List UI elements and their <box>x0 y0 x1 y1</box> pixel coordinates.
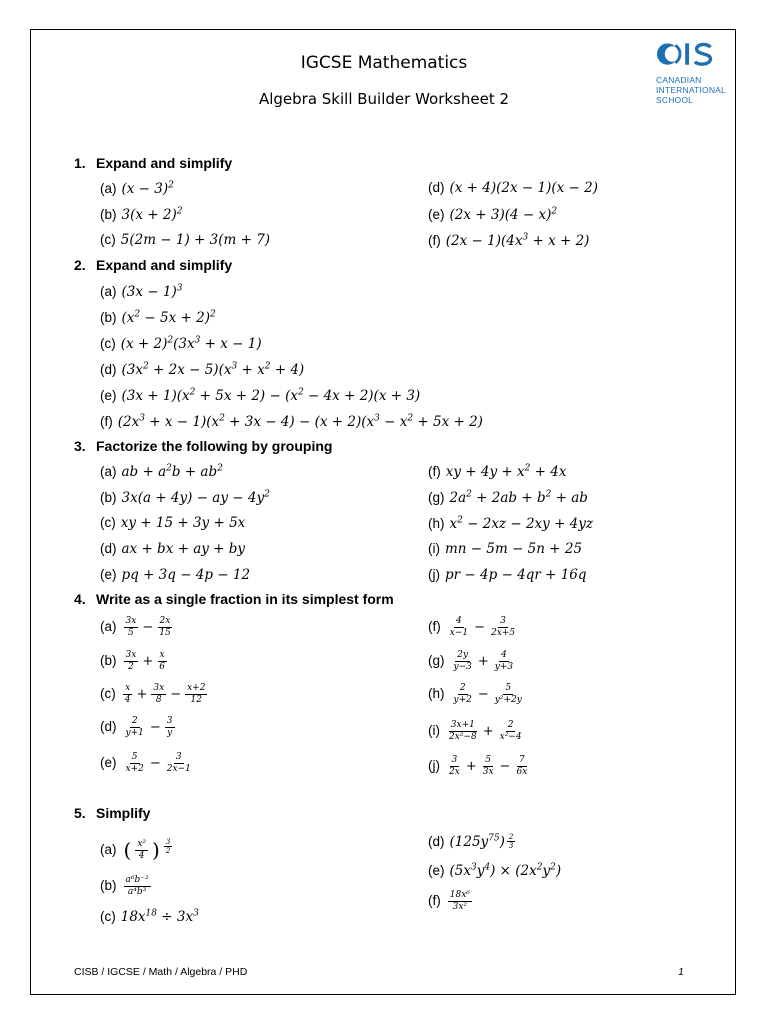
section-5-heading: 5. Simplify <box>74 805 151 821</box>
page-title: IGCSE Mathematics <box>300 53 468 73</box>
q4f: (f) $\frac{4}{x-1}$ − $\frac{3}{2x+5}$ <box>428 616 516 638</box>
q1e: (e) $(2x + 3)(4 - x)^2$ <box>428 206 558 223</box>
section-3-heading: 3. Factorize the following by grouping <box>74 438 333 454</box>
section-1-heading: 1. Expand and simplify <box>74 155 233 171</box>
q5a: (a) ( $\frac{\text{x²}}{4}$ ) $\frac{3}{2}$ <box>100 838 171 862</box>
q3i: (i) mn − 5m − 5n + 25 <box>428 541 583 557</box>
q2b: (b) $(x^2 - 5x + 2)^2$ <box>100 309 216 326</box>
q2d: (d) $(3x^2 + 2x - 5)(x^3 + x^2 + 4)$ <box>100 361 305 378</box>
q3c: (c) xy + 15 + 3y + 5x <box>100 515 246 531</box>
logo-line-1: CANADIAN <box>656 75 702 85</box>
q3f: (f) xy + $4y + x^2 + 4x$ <box>428 463 567 480</box>
q1b: (b) $3(x + 2)^2$ <box>100 206 183 223</box>
q5d: (d) $(125y^{75})$ $\frac{2}{3}$ <box>428 833 514 850</box>
q4i: (i) $\frac{3x+1}{\text{2x²−8}}$ + $\frac{2}{\text{x²−4}}$ <box>428 720 522 742</box>
q4h: (h) $\frac{2}{y+2}$ − $\frac{5}{\text{y²+2y}}$ <box>428 683 522 705</box>
q2c: (c) $(x + 2)^2(3x^3 + x - 1)$ <box>100 335 262 352</box>
q3b: (b) 3x(a + 4y) − ay − $4y^2$ <box>100 489 270 506</box>
q3e: (e) pq + 3q − 4p − 12 <box>100 567 251 583</box>
q3j: (j) pr − 4p − 4qr + 16q <box>428 567 587 583</box>
q2e: (e) $(3x + 1)(x^2 + 5x + 2) - (x^2 - 4x + 2)(x + 3)$ <box>100 387 421 404</box>
footer-text: CISB / IGCSE / Math / Algebra / PHD <box>74 966 248 978</box>
q5e: (e) $(5x^3y^4) \times (2x^2y^2)$ <box>428 862 562 879</box>
q3h: (h) $x^2 - 2xz - 2xy + 4yz$ <box>428 515 594 532</box>
q3g: (g) $2a^2 + 2ab + b^2$ + ab <box>428 489 588 506</box>
page-number: 1 <box>678 966 684 978</box>
q4e: (e) $\frac{5}{x+2}$ − $\frac{3}{2x-1}$ <box>100 752 191 774</box>
q4d: (d) $\frac{2}{y+1}$ − $\frac{3}{y}$ <box>100 716 173 738</box>
cis-logo-icon <box>656 40 726 70</box>
q4b: (b) $\frac{3x}{2}$ + $\frac{x}{6}$ <box>100 650 165 672</box>
q4j: (j) $\frac{3}{2x}$ + $\frac{5}{3x}$ − $\frac{7}{6x}$ <box>428 755 528 777</box>
q3d: (d) ax + bx + ay + by <box>100 541 246 557</box>
section-4-heading: 4. Write as a single fraction in its simplest form <box>74 591 394 607</box>
q1a: (a) $(x - 3)^2$ <box>100 180 174 197</box>
q1c: (c) 5(2m − 1) + 3(m + 7) <box>100 232 271 248</box>
q2a: (a) $(3x - 1)^3$ <box>100 283 183 300</box>
school-logo <box>656 40 736 105</box>
q4g: (g) $\frac{2y}{y-3}$ + $\frac{4}{y+3}$ <box>428 650 514 672</box>
q4a: (a) $\frac{3x}{5}$ − $\frac{2x}{15}$ <box>100 616 171 638</box>
logo-line-2: INTERNATIONAL <box>656 85 726 95</box>
q1f: (f) $(2x - 1)(4x^3 + x + 2)$ <box>428 232 590 249</box>
q5f: (f) $\frac{\text{18x⁶}}{\text{3x²}}$ <box>428 890 470 912</box>
q3a: (a) ab + $a^2b + ab^2$ <box>100 463 223 480</box>
q1d: (d) (x + 4)(2x − 1)(x − 2) <box>428 180 598 196</box>
page-subtitle: Algebra Skill Builder Worksheet 2 <box>258 90 510 108</box>
logo-line-3: SCHOOL <box>656 95 694 105</box>
q2f: (f) $(2x^3 + x - 1)(x^2 + 3x - 4) - (x + 2)(x^3 - x^2 + 5x + 2)$ <box>100 413 483 430</box>
q4c: (c) $\frac{x}{4}$ + $\frac{3x}{8}$ − $\frac{x+2}{12}$ <box>100 683 206 705</box>
q5b: (b) $\frac{\text{a⁶b⁻²}}{\text{a⁴b³}}$ <box>100 875 149 897</box>
section-2-heading: 2. Expand and simplify <box>74 257 233 273</box>
q5c: (c) $18x^{18} \div 3x^3$ <box>100 908 199 925</box>
